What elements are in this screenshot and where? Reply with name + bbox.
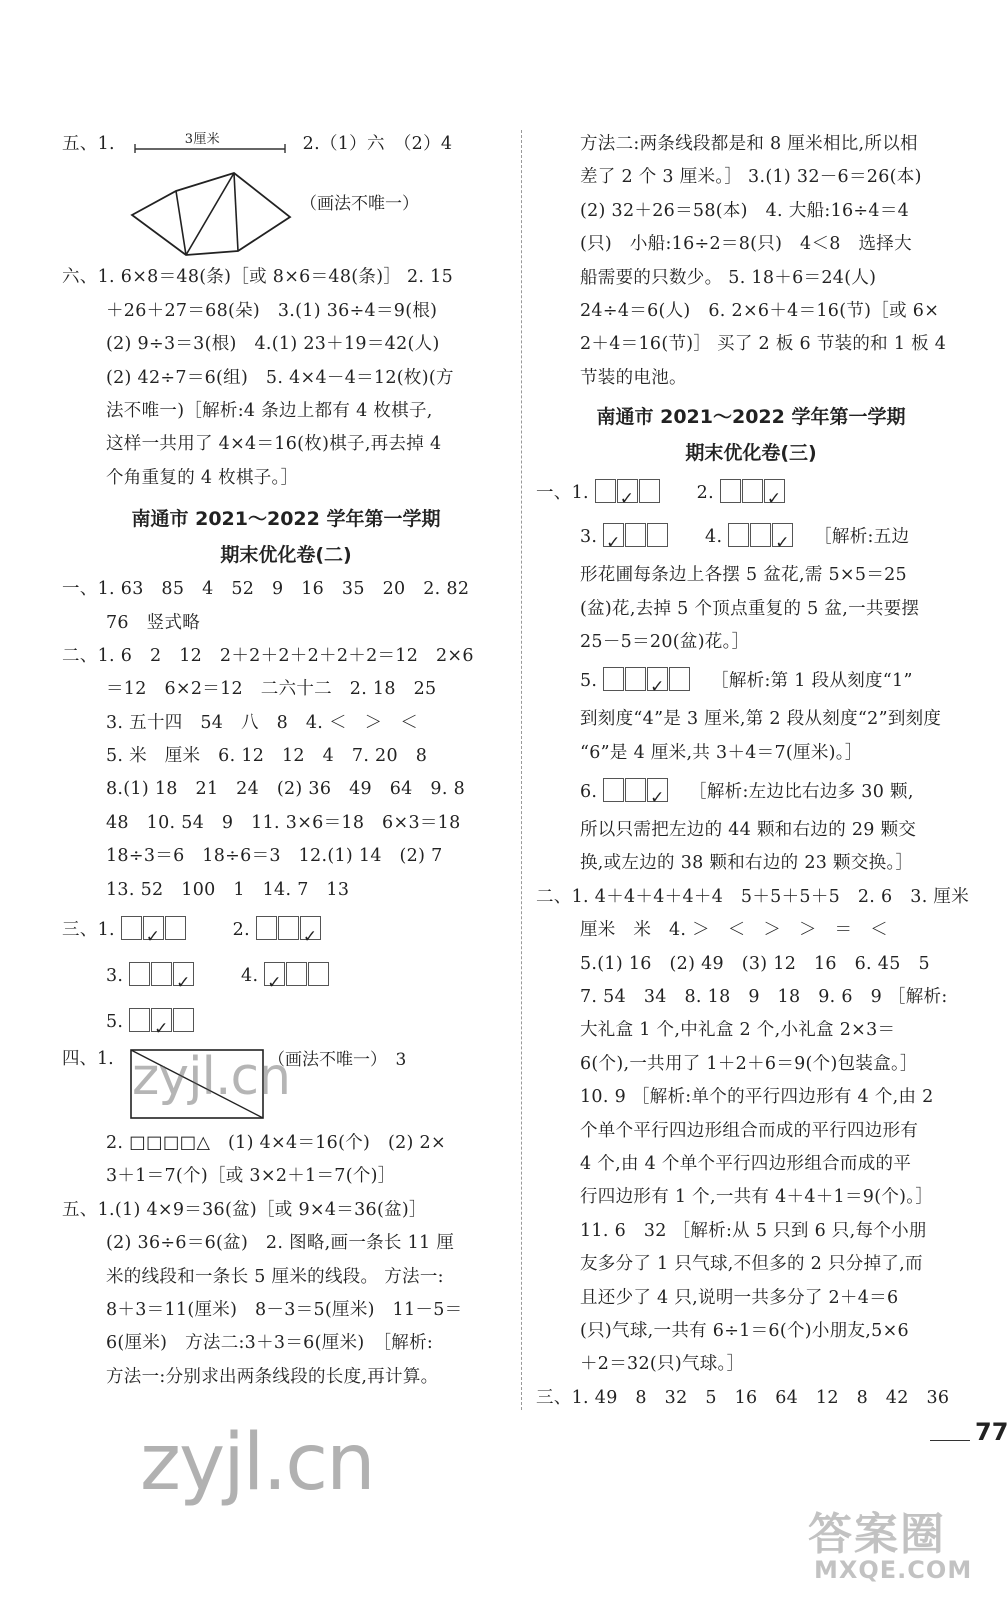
answer-line: 3. 五十四 54 八 8 4. ＜ ＞ ＜ — [106, 712, 419, 733]
answer-box-empty — [308, 962, 329, 986]
section-subtitle: 期末优化卷(三) — [685, 442, 817, 465]
ruler-label: 3厘米 — [184, 132, 220, 147]
answer-box-empty — [256, 916, 277, 940]
answer-line: 3＋1＝7(个)［或 3×2＋1＝7(个)］ — [106, 1166, 396, 1187]
answer-text: 2.（1）六 （2）4 — [302, 134, 453, 154]
item-label: 2. — [696, 483, 714, 504]
answer-line: 方法一:分别求出两条线段的长度,再计算。 — [106, 1366, 439, 1387]
watermark-corner-text: 答案圈 — [808, 1509, 946, 1560]
answer-line: 5. 米 厘米 6. 12 12 4 7. 20 8 — [106, 746, 428, 767]
answer-line: 2. □□□□△ (1) 4×4＝16(个) (2) 2× — [106, 1133, 446, 1154]
pentagon-drawing — [112, 165, 292, 261]
answer-line: 8＋3＝11(厘米) 8－3＝5(厘米) 11－5＝ — [106, 1299, 463, 1320]
drawing-note: （画法不唯一） 3 — [268, 1050, 407, 1071]
item-label: 四、1. — [62, 1049, 114, 1070]
answer-line: 一、1. 63 85 4 52 9 16 35 20 2. 82 — [62, 579, 470, 600]
answer-box-empty — [603, 667, 624, 691]
answer-box-empty — [728, 523, 749, 547]
ruler-segment — [135, 131, 285, 155]
watermark-corner-url: MXQE.COM — [814, 1556, 973, 1584]
answer-line: 7. 54 34 8. 18 9 18 9. 6 9 ［解析: — [580, 987, 948, 1008]
answer-line: 8.(1) 18 21 24 (2) 36 49 64 9. 8 — [106, 779, 466, 800]
answer-line: 个单个平行四边形组合而成的平行四边形有 — [580, 1120, 919, 1141]
checkbox-answer-line — [62, 999, 510, 1045]
answer-line: 个角重复的 4 枚棋子。］ — [106, 467, 299, 488]
answer-line: ＋26＋27＝68(朵) 3.(1) 36÷4＝9(根) — [106, 300, 438, 321]
left-column — [62, 128, 510, 1394]
answer-line: 24÷4＝6(人) 6. 2×6＋4＝16(节)［或 6× — [580, 300, 940, 321]
section-subtitle: 期末优化卷(二) — [220, 544, 352, 567]
item-label: 4. — [241, 966, 259, 987]
page-number-rule — [930, 1440, 970, 1442]
answer-line: 5.(1) 16 (2) 49 (3) 12 16 6. 45 5 — [580, 953, 930, 974]
answer-box-empty — [129, 1008, 150, 1032]
answer-box-checked — [151, 1008, 172, 1032]
answer-box-empty — [595, 479, 616, 503]
answer-box-checked — [647, 778, 668, 802]
item-label: 三、1. — [62, 920, 115, 941]
answer-line: 节装的电池。 — [580, 367, 687, 388]
item-label: 3. — [580, 527, 598, 548]
answer-box-empty — [720, 479, 741, 503]
answer-line: 差了 2 个 3 厘米。］ 3.(1) 32－6＝26(本) — [580, 167, 922, 188]
answer-line: 厘米 米 4. ＞ ＜ ＞ ＞ ＝ ＜ — [580, 920, 888, 941]
answer-box-checked — [173, 962, 194, 986]
checkbox-answer-line — [536, 770, 966, 814]
answer-box-empty — [625, 778, 646, 802]
answer-line: 三、1. 49 8 32 5 16 64 12 8 42 36 — [536, 1387, 950, 1408]
answer-box-checked — [264, 962, 285, 986]
item-label: 6. — [580, 782, 598, 803]
answer-line: 6(个),一共用了 1＋2＋6＝9(个)包装盒。］ — [580, 1053, 918, 1074]
checkbox-answer-line — [62, 953, 510, 999]
drawing-note: （画法不唯一） — [300, 194, 419, 215]
answer-line: 2＋4＝16(节)］ 买了 2 板 6 节装的和 1 板 4 — [580, 334, 947, 355]
answer-line — [62, 128, 510, 161]
answer-line: 二、1. 6 2 12 2＋2＋2＋2＋2＋2＝12 2×6 — [62, 645, 474, 666]
item-label: 4. — [705, 527, 723, 548]
checkbox-answer-line — [62, 907, 510, 953]
answer-line: 13. 52 100 1 14. 7 13 — [106, 879, 350, 900]
answer-box-empty — [639, 479, 660, 503]
answer-line: 48 10. 54 9 11. 3×6＝18 6×3＝18 — [106, 812, 461, 833]
right-column — [536, 128, 970, 1415]
item-label: 5. — [580, 671, 598, 692]
answer-line: (2) 42÷7＝6(组) 5. 4×4－4＝12(枚)(方 — [106, 367, 454, 388]
watermark-text: zyjl.cn — [132, 1047, 291, 1108]
answer-line: 方法二:两条线段都是和 8 厘米相比,所以相 — [580, 134, 918, 154]
answer-line: (只) 小船:16÷2＝8(只) 4＜8 选择大 — [580, 234, 912, 255]
page-number: 77 — [975, 1418, 1008, 1446]
answer-box-empty — [669, 667, 690, 691]
answer-line: 且还少了 4 只,说明一共多分了 2＋4＝6 — [580, 1287, 899, 1308]
item-label: 3. — [106, 966, 124, 987]
item-label: 2. — [232, 920, 250, 941]
answer-box-empty — [173, 1008, 194, 1032]
answer-line: ＝12 6×2＝12 二六十二 2. 18 25 — [106, 679, 437, 700]
section-title: 南通市 2021～2022 学年第一学期 — [596, 406, 906, 429]
answer-box-checked — [764, 479, 785, 503]
item-label: 5. — [106, 1012, 124, 1033]
watermark-bottom: zyjl.cn — [140, 1418, 374, 1508]
column-divider — [521, 130, 523, 1410]
answer-line: 船需要的只数少。 5. 18＋6＝24(人) — [580, 267, 877, 288]
answer-line: 法不唯一)［解析:4 条边上都有 4 枚棋子, — [106, 400, 433, 421]
answer-box-empty — [121, 916, 142, 940]
answer-line: 二、1. 4＋4＋4＋4＋4 5＋5＋5＋5 2. 6 3. 厘米 — [536, 886, 970, 907]
checkbox-answer-line — [536, 659, 966, 703]
checkbox-answer-line — [536, 515, 966, 559]
answer-line: “6”是 4 厘米,共 3＋4＝7(厘米)。］ — [580, 742, 863, 763]
answer-box-empty — [750, 523, 771, 547]
answer-line: 友多分了 1 只气球,不但多的 2 只分掉了,而 — [580, 1254, 923, 1275]
answer-line: 大礼盒 1 个,中礼盒 2 个,小礼盒 2×3＝ — [580, 1020, 896, 1041]
answer-line: 行四边形有 1 个,一共有 4＋4＋1＝9(个)。］ — [580, 1187, 934, 1208]
answer-box-checked — [300, 916, 321, 940]
answer-line: 25－5＝20(盆)花。］ — [580, 631, 750, 652]
answer-box-empty — [742, 479, 763, 503]
answer-line: (2) 36÷6＝6(盆) 2. 图略,画一条长 11 厘 — [106, 1233, 455, 1254]
answer-box-checked — [647, 667, 668, 691]
section-title: 南通市 2021～2022 学年第一学期 — [131, 508, 441, 531]
answer-box-checked — [603, 523, 624, 547]
answer-box-empty — [625, 523, 646, 547]
answer-line: (只)气球,一共有 6÷1＝6(个)小朋友,5×6 — [580, 1320, 909, 1341]
answer-box-empty — [625, 667, 646, 691]
answer-box-empty — [165, 916, 186, 940]
answer-line: 18÷3＝6 18÷6＝3 12.(1) 14 (2) 7 — [106, 846, 443, 867]
answer-box-checked — [617, 479, 638, 503]
answer-box-checked — [143, 916, 164, 940]
item-label: 五、1. — [62, 134, 115, 154]
answer-box-empty — [603, 778, 624, 802]
answer-line: 所以只需把左边的 44 颗和右边的 29 颗交 — [580, 820, 917, 841]
answer-line: 五、1.(1) 4×9＝36(盆)［或 9×4＝36(盆)］ — [62, 1199, 427, 1220]
answer-line: 4 个,由 4 个单个平行四边形组合而成的平 — [580, 1153, 912, 1174]
answer-box-empty — [151, 962, 172, 986]
checkbox-answer-line — [536, 471, 966, 515]
answer-line: 六、1. 6×8＝48(条)［或 8×6＝48(条)］ 2. 15 — [62, 267, 454, 288]
answer-line: 这样一共用了 4×4＝16(枚)棋子,再去掉 4 — [106, 434, 442, 455]
answer-box-empty — [286, 962, 307, 986]
analysis-text: ［解析:第 1 段从刻度“1” — [711, 671, 913, 692]
answer-line: 11. 6 32 ［解析:从 5 只到 6 只,每个小朋 — [580, 1220, 927, 1241]
answer-line: (2) 32＋26＝58(本) 4. 大船:16÷4＝4 — [580, 200, 910, 221]
answer-box-empty — [278, 916, 299, 940]
answer-box-checked — [772, 523, 793, 547]
answer-line: 米的线段和一条长 5 厘米的线段。 方法一: — [106, 1266, 444, 1287]
answer-line: 76 竖式略 — [106, 612, 201, 633]
analysis-text: ［解析:左边比右边多 30 颗, — [689, 782, 914, 803]
answer-line: 10. 9 ［解析:单个的平行四边形有 4 个,由 2 — [580, 1087, 934, 1108]
answer-line: 换,或左边的 38 颗和右边的 23 颗交换。］ — [580, 853, 914, 874]
rectangle-figure — [62, 1045, 510, 1127]
answer-line: 形花圃每条边上各摆 5 盆花,需 5×5＝25 — [580, 565, 907, 586]
answer-line: ＋2＝32(只)气球。］ — [580, 1354, 745, 1375]
item-label: 一、1. — [536, 483, 589, 504]
analysis-text: ［解析:五边 — [814, 527, 910, 548]
pentagon-figure — [62, 161, 510, 261]
answer-line: (盆)花,去掉 5 个顶点重复的 5 盆,一共要摆 — [580, 598, 920, 619]
answer-box-empty — [129, 962, 150, 986]
answer-line: 到刻度“4”是 3 厘米,第 2 段从刻度“2”到刻度 — [580, 709, 942, 730]
answer-box-empty — [647, 523, 668, 547]
answer-line: 6(厘米) 方法二:3＋3＝6(厘米) ［解析: — [106, 1333, 434, 1354]
watermark-corner-logo — [808, 1498, 998, 1598]
answer-line: (2) 9÷3＝3(根) 4.(1) 23＋19＝42(人) — [106, 334, 440, 355]
